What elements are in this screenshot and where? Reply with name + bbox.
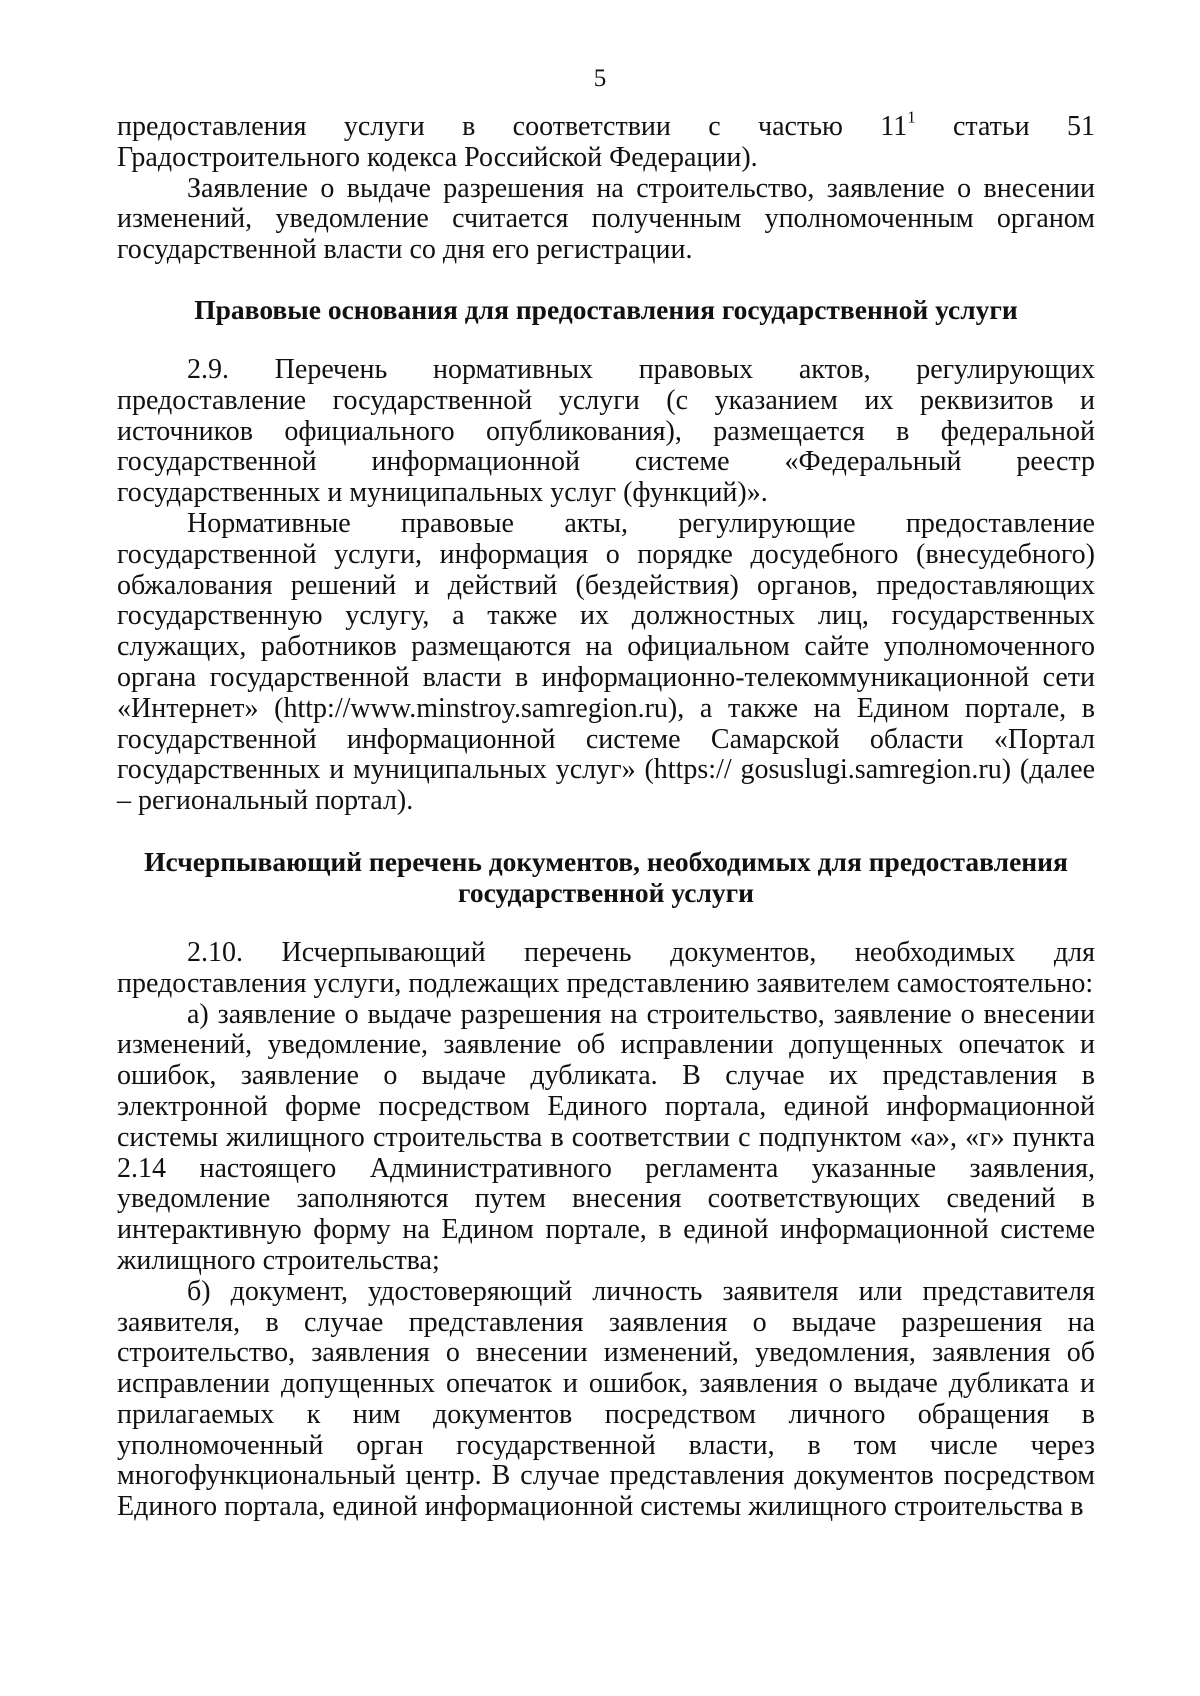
- paragraph-text: предоставления услуги в соответствии с частью 11: [117, 111, 908, 142]
- superscript: 1: [907, 107, 916, 127]
- document-body: [117, 107, 1095, 1523]
- paragraph-continuation: [117, 107, 1095, 174]
- paragraph-text: статьи 51 Градостроительного кодекса Российской Федерации).: [117, 111, 1095, 173]
- paragraph-item-a: а) заявление о выдаче разрешения на строительство, заявление о внесении изменений, уведомление, заявление об исправлении допущенных опечаток и ошибок, заявление о выдаче дубликата. В случае их представления в электронной форме посредством Единого портала, единой информационной системы жилищного строительства в соответствии с подпунктом «а», «г» пункта 2.14 настоящего Административного регламента указанные заявления, уведомление заполняются путем внесения соответствующих сведений в интерактивную форму на Едином портале, в единой информационной системе жилищного строительства;: [117, 998, 1095, 1276]
- paragraph-2-9: 2.9. Перечень нормативных правовых актов, регулирующих предоставление государственной услуги (с указанием их реквизитов и источников официального опубликования), размещается в федеральной государственной информационной системе «Федеральный реестр государственных и муниципальных услуг (функций)».: [117, 353, 1095, 509]
- paragraph-2-10: 2.10. Исчерпывающий перечень документов, необходимых для предоставления услуги, подлежащих представлению заявителем самостоятельно:: [117, 936, 1095, 999]
- paragraph-application-received: Заявление о выдаче разрешения на строительство, заявление о внесении изменений, уведомление считается полученным уполномоченным органом государственной власти со дня его регистрации.: [117, 172, 1095, 266]
- paragraph-item-b: б) документ, удостоверяющий личность заявителя или представителя заявителя, в случае представления заявления о выдаче разрешения на строительство, заявления о внесении изменений, уведомления, заявления об исправлении допущенных опечаток и ошибок, заявления о выдаче дубликата и прилагаемых к ним документов посредством личного обращения в уполномоченный орган государственной власти, в том числе через многофункциональный центр. В случае представления документов посредством Единого портала, единой информационной системы жилищного строительства в: [117, 1275, 1095, 1523]
- section-heading-documents: [117, 846, 1095, 908]
- paragraph-normative-acts: Нормативные правовые акты, регулирующие предоставление государственной услуги, информация о порядке досудебного (внесудебного) обжалования решений и действий (бездействия) органов, предоставляющих государственную услугу, а также их должностных лиц, государственных служащих, работников размещаются на официальном сайте уполномоченного органа государственной власти в информационно-телекоммуникационной сети «Интернет» (http://www.minstroy.samregion.ru), а также на Едином портале, в государственной информационной системе Самарской области «Портал государственных и муниципальных услуг» (https:// gosuslugi.samregion.ru) (далее – региональный портал).: [117, 507, 1095, 817]
- page-number: 5: [593, 65, 607, 92]
- section-heading-legal-basis: Правовые основания для предоставления государственной услуги: [194, 293, 1018, 325]
- section-heading-line: Исчерпывающий перечень документов, необходимых для предоставления: [144, 845, 1068, 877]
- section-heading-line: государственной услуги: [458, 876, 754, 908]
